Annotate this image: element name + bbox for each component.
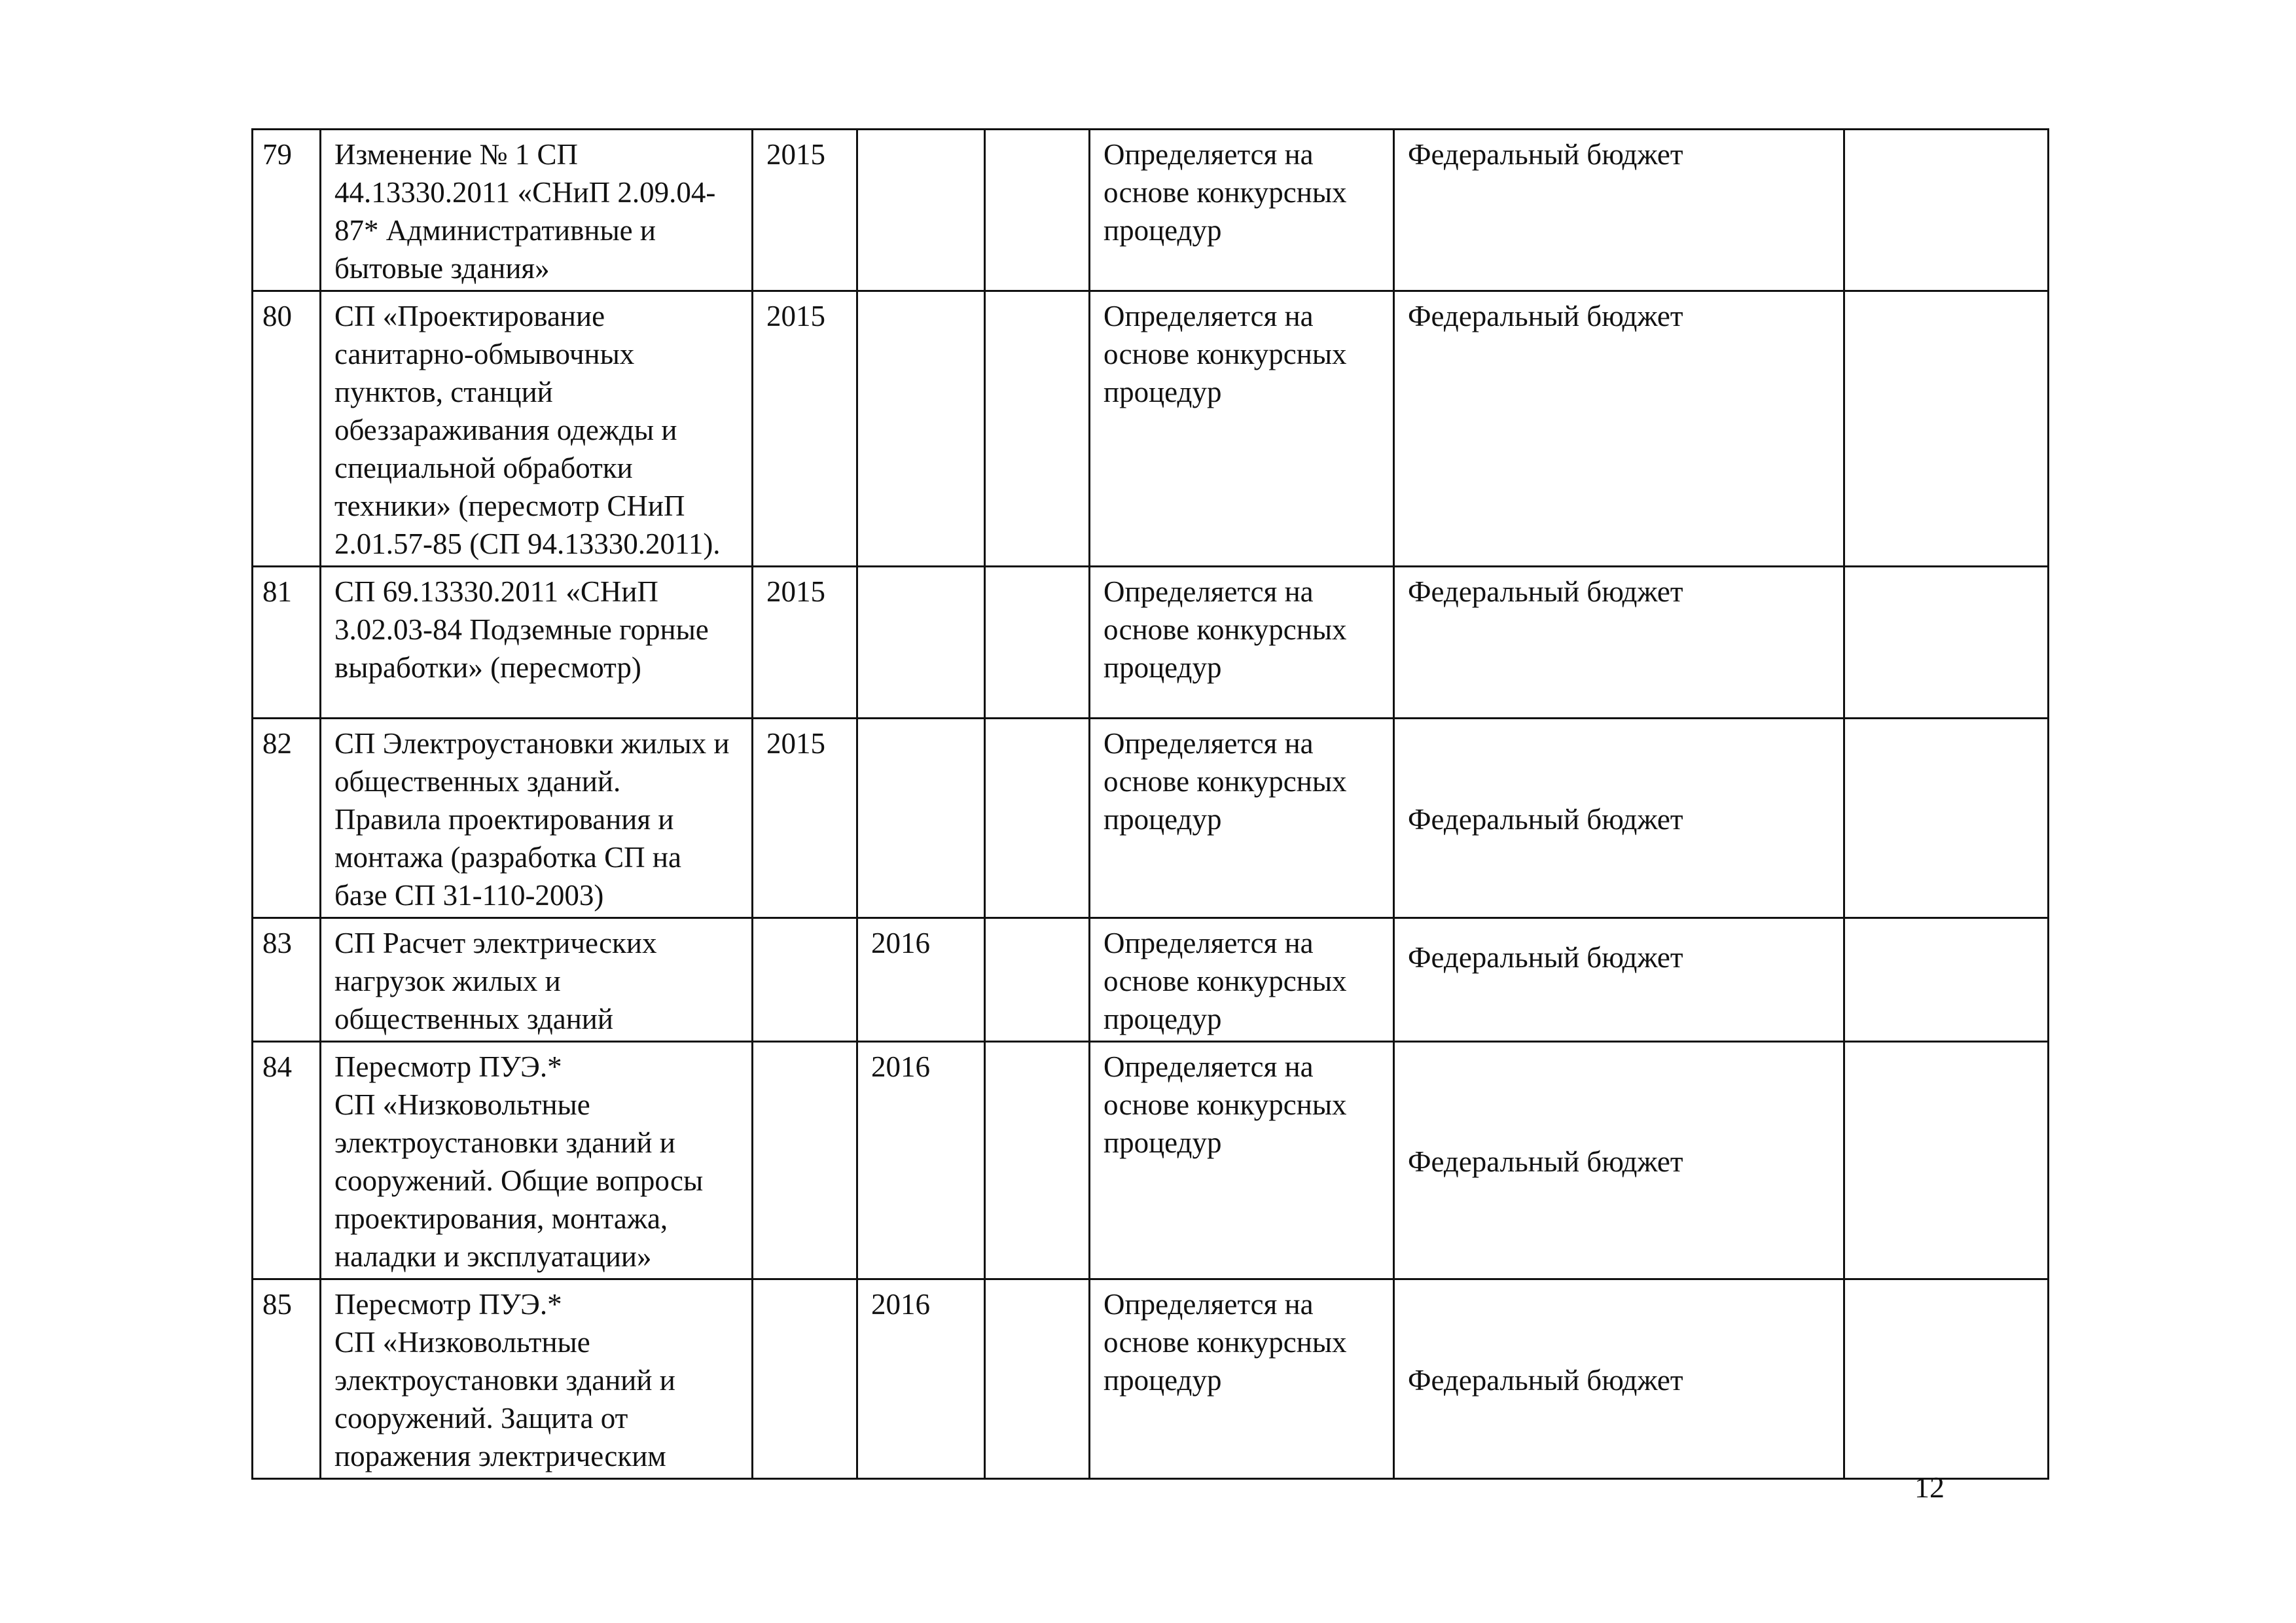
document-title: СП 69.13330.2011 «СНиП 3.02.03-84 Подземные горные выработки» (пересмотр) bbox=[321, 567, 753, 719]
table-row bbox=[253, 719, 2049, 918]
note-cell bbox=[1844, 1042, 2049, 1279]
year-2016-cell bbox=[857, 567, 985, 719]
executor-cell: Определяется на основе конкурсных процедур bbox=[1090, 291, 1394, 567]
table-row bbox=[253, 1279, 2049, 1479]
standards-plan-table bbox=[251, 128, 2049, 1480]
funding-cell: Федеральный бюджет bbox=[1394, 291, 1844, 567]
note-cell bbox=[1844, 291, 2049, 567]
table-row bbox=[253, 130, 2049, 291]
row-number: 82 bbox=[253, 719, 321, 918]
year-other-cell bbox=[985, 130, 1090, 291]
year-2015-cell: 2015 bbox=[753, 567, 857, 719]
year-2016-cell: 2016 bbox=[857, 1279, 985, 1479]
row-number: 85 bbox=[253, 1279, 321, 1479]
year-2015-cell bbox=[753, 1279, 857, 1479]
document-title: Изменение № 1 СП 44.13330.2011 «СНиП 2.09.04- 87* Административные и бытовые здания» bbox=[321, 130, 753, 291]
row-number: 84 bbox=[253, 1042, 321, 1279]
year-other-cell bbox=[985, 291, 1090, 567]
year-other-cell bbox=[985, 918, 1090, 1042]
note-cell bbox=[1844, 1279, 2049, 1479]
executor-cell: Определяется на основе конкурсных процедур bbox=[1090, 719, 1394, 918]
funding-cell: Федеральный бюджет bbox=[1394, 918, 1844, 1042]
note-cell bbox=[1844, 130, 2049, 291]
executor-cell: Определяется на основе конкурсных процедур bbox=[1090, 130, 1394, 291]
executor-cell: Определяется на основе конкурсных процедур bbox=[1090, 1042, 1394, 1279]
table-row bbox=[253, 567, 2049, 719]
document-title: СП «Проектирование санитарно-обмывочных пунктов, станций обеззараживания одежды и специальной обработки техники» (пересмотр СНиП 2.01.57-85 (СП 94.13330.2011). bbox=[321, 291, 753, 567]
year-2016-cell: 2016 bbox=[857, 1042, 985, 1279]
year-other-cell bbox=[985, 567, 1090, 719]
year-2016-cell: 2016 bbox=[857, 918, 985, 1042]
funding-cell: Федеральный бюджет bbox=[1394, 719, 1844, 918]
note-cell bbox=[1844, 567, 2049, 719]
document-title: Пересмотр ПУЭ.* СП «Низковольтные электроустановки зданий и сооружений. Защита от поражения электрическим bbox=[321, 1279, 753, 1479]
year-other-cell bbox=[985, 1279, 1090, 1479]
row-number: 83 bbox=[253, 918, 321, 1042]
table-row bbox=[253, 291, 2049, 567]
year-2015-cell bbox=[753, 1042, 857, 1279]
year-2016-cell bbox=[857, 130, 985, 291]
year-2016-cell bbox=[857, 291, 985, 567]
funding-cell: Федеральный бюджет bbox=[1394, 1279, 1844, 1479]
year-2016-cell bbox=[857, 719, 985, 918]
year-other-cell bbox=[985, 1042, 1090, 1279]
table-row bbox=[253, 918, 2049, 1042]
executor-cell: Определяется на основе конкурсных процедур bbox=[1090, 1279, 1394, 1479]
funding-cell: Федеральный бюджет bbox=[1394, 1042, 1844, 1279]
note-cell bbox=[1844, 918, 2049, 1042]
row-number: 80 bbox=[253, 291, 321, 567]
note-cell bbox=[1844, 719, 2049, 918]
year-other-cell bbox=[985, 719, 1090, 918]
year-2015-cell bbox=[753, 918, 857, 1042]
funding-cell: Федеральный бюджет bbox=[1394, 567, 1844, 719]
funding-cell: Федеральный бюджет bbox=[1394, 130, 1844, 291]
year-2015-cell: 2015 bbox=[753, 291, 857, 567]
row-number: 79 bbox=[253, 130, 321, 291]
executor-cell: Определяется на основе конкурсных процедур bbox=[1090, 567, 1394, 719]
executor-cell: Определяется на основе конкурсных процедур bbox=[1090, 918, 1394, 1042]
document-title: СП Расчет электрических нагрузок жилых и общественных зданий bbox=[321, 918, 753, 1042]
document-title: СП Электроустановки жилых и общественных зданий. Правила проектирования и монтажа (разработка СП на базе СП 31-110-2003) bbox=[321, 719, 753, 918]
row-number: 81 bbox=[253, 567, 321, 719]
page-number: 12 bbox=[1914, 1471, 1945, 1504]
year-2015-cell: 2015 bbox=[753, 719, 857, 918]
year-2015-cell: 2015 bbox=[753, 130, 857, 291]
table-row bbox=[253, 1042, 2049, 1279]
document-title: Пересмотр ПУЭ.* СП «Низковольтные электроустановки зданий и сооружений. Общие вопросы проектирования, монтажа, наладки и эксплуатации» bbox=[321, 1042, 753, 1279]
